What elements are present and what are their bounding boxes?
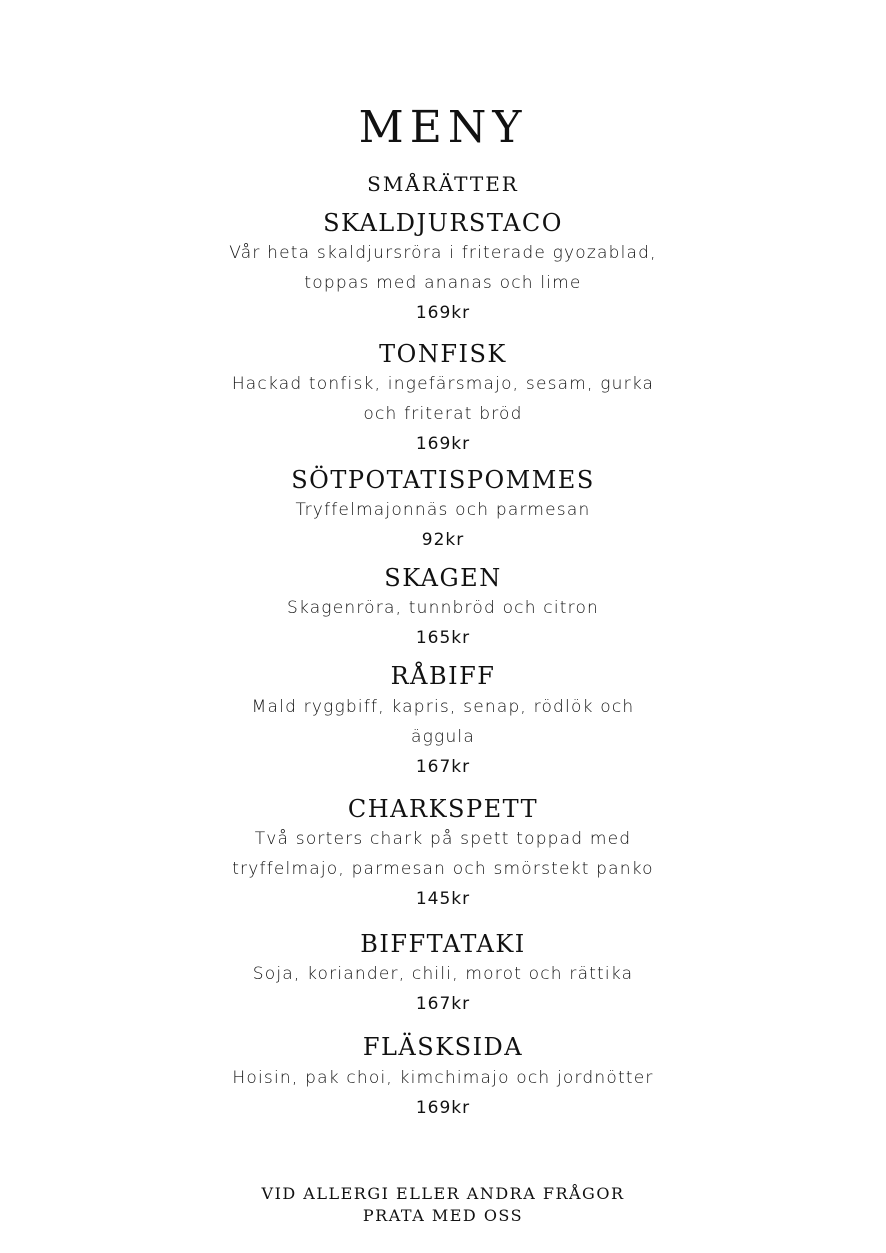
dish-description: Mald ryggbiff, kapris, senap, rödlök och (251, 697, 635, 717)
dish-price: 167kr (415, 994, 471, 1014)
dish-name: RÅBIFF (390, 662, 496, 690)
dish-price: 145kr (415, 889, 471, 909)
dish-name: SÖTPOTATISPOMMES (291, 466, 595, 494)
dish-description: äggula (411, 727, 475, 747)
dish-description: tryffelmajo, parmesan och smörstekt panko (232, 859, 654, 879)
dish-name: BIFFTATAKI (360, 930, 526, 958)
dish-description: Hackad tonfisk, ingefärsmajo, sesam, gurka (231, 374, 655, 394)
page-title: MENY (358, 102, 528, 153)
dish-description: och friterat bröd (363, 404, 523, 424)
dish-description: Tryffelmajonnäs och parmesan (295, 500, 591, 520)
dish-price: 169kr (415, 303, 471, 323)
footer-note: PRATA MED OSS (362, 1206, 524, 1225)
dish-name: SKAGEN (384, 564, 502, 592)
section-heading: SMÅRÄTTER (367, 172, 519, 196)
dish-price: 92kr (421, 530, 465, 550)
dish-name: TONFISK (379, 340, 507, 368)
dish-description: Två sorters chark på spett toppad med (254, 829, 632, 849)
dish-price: 165kr (415, 628, 471, 648)
dish-price: 169kr (415, 434, 471, 454)
dish-name: SKALDJURSTACO (323, 209, 563, 237)
dish-name: FLÄSKSIDA (362, 1033, 524, 1061)
dish-price: 169kr (415, 1098, 471, 1118)
footer-note: VID ALLERGI ELLER ANDRA FRÅGOR (261, 1184, 625, 1203)
dish-price: 167kr (415, 757, 471, 777)
dish-description: Hoisin, pak choi, kimchimajo och jordnötter (232, 1068, 654, 1088)
dish-description: Skagenröra, tunnbröd och citron (286, 598, 600, 618)
dish-description: Vår heta skaldjursröra i friterade gyozablad, (229, 243, 657, 263)
dish-name: CHARKSPETT (347, 795, 539, 823)
dish-description: Soja, koriander, chili, morot och rättika (252, 964, 634, 984)
dish-description: toppas med ananas och lime (304, 273, 582, 293)
